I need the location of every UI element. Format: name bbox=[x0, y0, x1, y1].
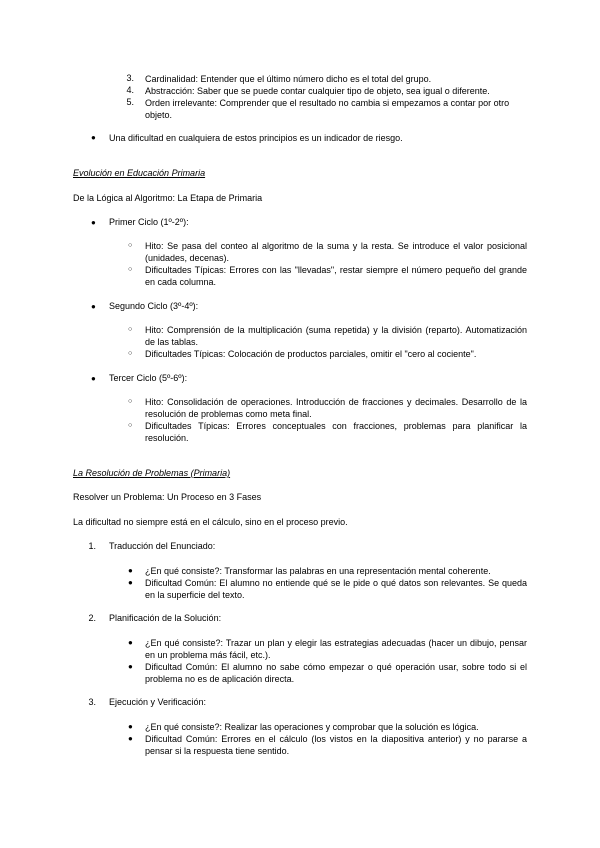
cycle-item: Dificultades Típicas: Errores con las "llevadas", restar siempre el número pequeño del grande en cada columna. bbox=[145, 265, 527, 287]
cycle-item: Dificultades Típicas: Colocación de productos parciales, omitir el "cero al cociente". bbox=[145, 349, 477, 359]
list-item-abstraccion: Abstracción: Saber que se puede contar cualquier tipo de objeto, sea igual o diferente. bbox=[145, 86, 490, 96]
bullet-icon: ● bbox=[128, 662, 133, 671]
phase-title-planificacion: Planificación de la Solución: bbox=[109, 613, 222, 623]
cycle-title-segundo: Segundo Ciclo (3º-4º): bbox=[109, 301, 199, 311]
phase-title-ejecucion: Ejecución y Verificación: bbox=[109, 697, 207, 707]
bullet-icon: ● bbox=[128, 638, 133, 647]
phase-item: Dificultad Común: El alumno no sabe cómo empezar o qué operación usar, sobre todo si el problema no es de aplicación directa. bbox=[145, 662, 527, 684]
list-number: 4. bbox=[126, 85, 134, 95]
section-subtitle: De la Lógica al Algoritmo: La Etapa de Primaria bbox=[73, 193, 263, 203]
phase-number: 2. bbox=[88, 613, 96, 623]
section-heading-resolucion: La Resolución de Problemas (Primaria) bbox=[73, 468, 231, 478]
phase-item: Dificultad Común: Errores en el cálculo (los vistos en la diapositiva anterior) y no pararse a pensar si la respuesta tiene sentido. bbox=[145, 734, 527, 756]
phase-item: ¿En qué consiste?: Trazar un plan y elegir las estrategias adecuadas (hacer un dibujo, pensar en un problema más fácil, etc.). bbox=[145, 638, 527, 660]
cycle-item: Hito: Se pasa del conteo al algoritmo de la suma y la resta. Se introduce el valor posicional (unidades, decenas). bbox=[145, 241, 527, 263]
section-heading-evolucion: Evolución en Educación Primaria bbox=[73, 168, 206, 178]
section-intro: La dificultad no siempre está en el cálculo, sino en el proceso previo. bbox=[73, 517, 348, 527]
phase-item: Dificultad Común: El alumno no entiende qué se le pide o qué datos son relevantes. Se queda en la superficie del texto. bbox=[145, 578, 527, 600]
circle-bullet-icon: ○ bbox=[128, 422, 133, 429]
cycle-title-primer: Primer Ciclo (1º-2º): bbox=[109, 217, 189, 227]
list-item-orden-irrelevante: Orden irrelevante: Comprender que el resultado no cambia si empezamos a contar por otro objeto. bbox=[145, 98, 510, 120]
bullet-icon: ● bbox=[128, 566, 133, 575]
cycle-item: Hito: Comprensión de la multiplicación (suma repetida) y la división (reparto). Automatización de las tablas. bbox=[145, 325, 527, 347]
circle-bullet-icon: ○ bbox=[128, 266, 133, 273]
section-subtitle: Resolver un Problema: Un Proceso en 3 Fases bbox=[73, 492, 262, 502]
bullet-icon: ● bbox=[91, 374, 96, 383]
circle-bullet-icon: ○ bbox=[128, 242, 133, 249]
cycle-item: Hito: Consolidación de operaciones. Introducción de fracciones y decimales. Desarrollo de la resolución de problemas como meta final. bbox=[145, 397, 527, 419]
circle-bullet-icon: ○ bbox=[128, 326, 133, 333]
phase-title-traduccion: Traducción del Enunciado: bbox=[109, 541, 216, 551]
circle-bullet-icon: ○ bbox=[128, 350, 133, 357]
list-item-cardinalidad: Cardinalidad: Entender que el último número dicho es el total del grupo. bbox=[145, 74, 432, 84]
phase-number: 3. bbox=[88, 697, 96, 707]
phase-item: ¿En qué consiste?: Realizar las operaciones y comprobar que la solución es lógica. bbox=[145, 722, 479, 732]
phase-item: ¿En qué consiste?: Transformar las palabras en una representación mental coherente. bbox=[145, 566, 491, 576]
bullet-icon: ● bbox=[128, 734, 133, 743]
circle-bullet-icon: ○ bbox=[128, 398, 133, 405]
list-number: 3. bbox=[126, 73, 134, 83]
risk-indicator-text: Una dificultad en cualquiera de estos principios es un indicador de riesgo. bbox=[109, 133, 403, 143]
list-number: 5. bbox=[126, 97, 134, 107]
bullet-icon: ● bbox=[128, 722, 133, 731]
cycle-title-tercer: Tercer Ciclo (5º-6º): bbox=[109, 373, 188, 383]
bullet-icon: ● bbox=[91, 218, 96, 227]
bullet-icon: ● bbox=[128, 578, 133, 587]
cycle-item: Dificultades Típicas: Errores conceptuales con fracciones, problemas para planificar la resolución. bbox=[145, 421, 527, 443]
bullet-icon: ● bbox=[91, 133, 96, 142]
bullet-icon: ● bbox=[91, 302, 96, 311]
phase-number: 1. bbox=[88, 541, 96, 551]
